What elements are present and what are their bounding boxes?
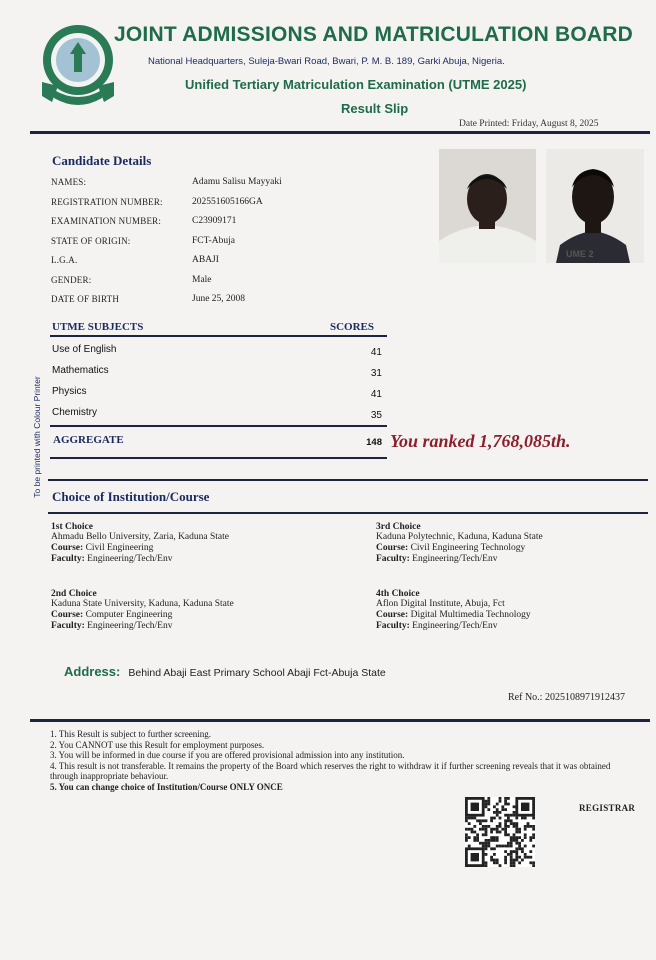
candidate-fields [51, 177, 431, 314]
subjects-header-rule [50, 335, 387, 337]
address-value: Behind Abaji East Primary School Abaji Fct-Abuja State [128, 667, 386, 679]
choice-heading: 4th Choice [376, 589, 420, 599]
course-label: Course: [51, 543, 84, 553]
aggregate-score: 148 [366, 437, 382, 448]
board-title: JOINT ADMISSIONS AND MATRICULATION BOARD [114, 23, 633, 46]
subject-name: Physics [52, 386, 87, 397]
field-row [51, 255, 431, 275]
qr-code [465, 797, 535, 867]
address-label: Address: [64, 664, 121, 679]
jamb-seal-logo [38, 20, 122, 110]
choice-heading: 3rd Choice [376, 522, 421, 532]
board-address: National Headquarters, Suleja-Bwari Road, Bwari, P. M. B. 189, Garki Abuja, Nigeria. [148, 56, 505, 67]
subject-name: Use of English [52, 344, 117, 355]
notes-top-rule [30, 719, 650, 722]
choice-faculty: Engineering/Tech/Env [412, 621, 498, 631]
subjects-header: UTME SUBJECTS [52, 321, 144, 333]
note-item: 1. This Result is subject to further screening. [50, 729, 212, 739]
subject-score: 31 [370, 368, 382, 379]
choice-1 [51, 522, 351, 565]
choice-section-title: Choice of Institution/Course [52, 489, 210, 504]
field-label: EXAMINATION NUMBER: [51, 216, 162, 226]
candidate-details-title: Candidate Details [52, 153, 152, 168]
field-row [51, 177, 431, 197]
aggregate-label: AGGREGATE [53, 434, 124, 446]
subject-score: 41 [370, 347, 382, 358]
choice-institution: Kaduna State University, Kaduna, Kaduna State [51, 599, 234, 609]
date-printed: Date Printed: Friday, August 8, 2025 [459, 119, 599, 129]
subject-score: 41 [370, 389, 382, 400]
exam-title: Unified Tertiary Matriculation Examination (UTME 2025) [185, 77, 527, 92]
subject-score: 35 [370, 410, 382, 421]
field-label: STATE OF ORIGIN: [51, 235, 131, 246]
choice-faculty: Engineering/Tech/Env [87, 554, 173, 564]
header-divider [30, 131, 650, 134]
candidate-photo-2 [546, 149, 644, 263]
notes-list [50, 729, 635, 792]
field-value: FCT-Abuja [192, 235, 235, 246]
field-value: ABAJI [192, 255, 219, 265]
field-label: DATE OF BIRTH [51, 294, 120, 304]
field-row [51, 197, 431, 217]
faculty-label: Faculty: [376, 621, 410, 631]
choice-faculty: Engineering/Tech/Env [87, 621, 173, 631]
aggregate-bottom-rule [50, 457, 387, 459]
note-item: 2. You CANNOT use this Result for employment purposes. [50, 739, 265, 750]
field-label: REGISTRATION NUMBER: [51, 196, 163, 207]
field-value: C23909171 [192, 216, 237, 226]
field-value: Adamu Salisu Mayyaki [192, 177, 282, 187]
field-label: L.G.A. [51, 255, 78, 265]
subject-name: Chemistry [52, 407, 98, 418]
choice-faculty: Engineering/Tech/Env [412, 554, 498, 564]
choice-institution: Aflon Digital Institute, Abuja, Fct [376, 599, 505, 609]
field-row [51, 275, 431, 295]
faculty-label: Faculty: [376, 554, 410, 564]
choice-course: Computer Engineering [85, 610, 173, 620]
choice-mid-rule [48, 512, 648, 514]
note-item: 4. This result is not transferable. It remains the property of the Board which reserves the right to withdraw it if further screening reveals that it was obtained through inappropriate behaviour. [50, 760, 611, 781]
result-slip-title: Result Slip [341, 101, 409, 116]
choice-3 [376, 522, 646, 565]
note-item: 5. You can change choice of Institution/Course ONLY ONCE [50, 781, 283, 792]
choice-4 [376, 589, 646, 632]
registrar-label: REGISTRAR [579, 803, 636, 813]
field-row [51, 236, 431, 256]
course-label: Course: [376, 610, 409, 620]
field-value: 202551605166GA [192, 196, 263, 207]
course-label: Course: [51, 610, 84, 620]
field-row [51, 294, 431, 314]
choice-2 [51, 589, 351, 632]
field-value: Male [192, 274, 212, 285]
choice-heading: 1st Choice [51, 522, 93, 532]
choice-institution: Kaduna Polytechnic, Kaduna, Kaduna State [376, 532, 543, 542]
choice-course: Digital Multimedia Technology [410, 610, 531, 620]
subject-name: Mathematics [52, 365, 109, 376]
field-value: June 25, 2008 [192, 294, 246, 304]
field-label: NAMES: [51, 177, 87, 187]
scores-header: SCORES [330, 321, 375, 333]
choice-institution: Ahmadu Bello University, Zaria, Kaduna State [51, 532, 229, 542]
faculty-label: Faculty: [51, 621, 85, 631]
colour-printer-note: To be printed with Colour Printer [32, 376, 42, 498]
choice-course: Civil Engineering [85, 543, 154, 553]
faculty-label: Faculty: [51, 554, 85, 564]
choice-heading: 2nd Choice [51, 589, 97, 599]
rank-text: You ranked 1,768,085th. [390, 431, 571, 451]
photo-caption: UME 2 [566, 249, 594, 259]
note-item: 3. You will be informed in due course if you are offered provisional admission into any institution. [50, 750, 405, 760]
aggregate-top-rule [50, 425, 387, 427]
reference-number: Ref No.: 2025108971912437 [508, 692, 625, 703]
candidate-address [64, 663, 386, 681]
choice-course: Civil Engineering Technology [410, 543, 526, 553]
course-label: Course: [376, 543, 409, 553]
field-row [51, 216, 431, 236]
field-label: GENDER: [51, 274, 92, 285]
candidate-photo [439, 149, 536, 263]
choice-top-rule [48, 479, 648, 481]
